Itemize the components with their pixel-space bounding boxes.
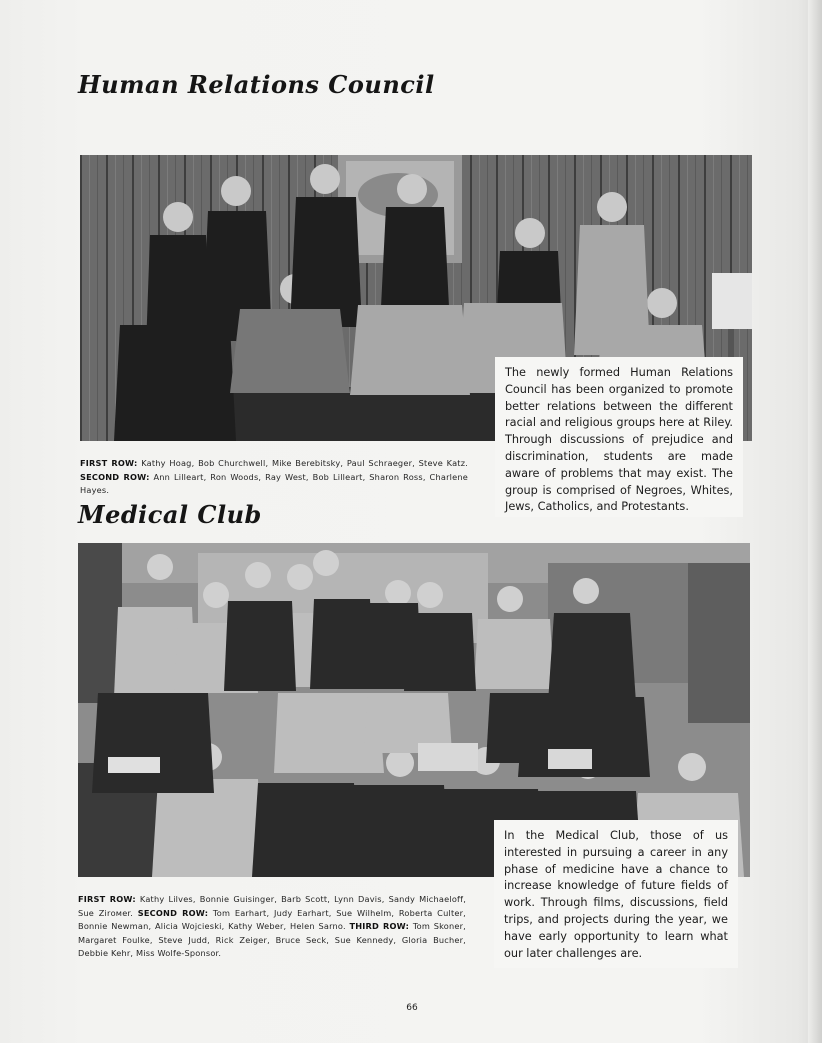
medical-club-description: In the Medical Club, those of us interested in pursuing a career in any phase of medicine have a chance to increase knowledge of future fields of work. Through films, discussions, field trips, and projects during the year, we have early opportunity to learn what our later challenges are.	[494, 820, 738, 968]
medical-club-title: Medical Club	[78, 500, 262, 529]
caption-names: Tom Earhart, Judy Earhart, Sue Wilhelm, Roberta Culter, Bonnie Newman, Alicia Wojcieski, Kathy Weber, Helen Sarno.	[78, 907, 466, 932]
caption-names: Kathy Lilves, Bonnie Guisinger, Barb Scott, Lynn Davis, Sandy Michaeloff, Sue Zirомer.	[78, 894, 466, 918]
caption-names: Kathy Hoag, Bob Churchwell, Mike Berebitsky, Paul Schraeger, Steve Katz.	[141, 458, 469, 468]
caption-row-label: FIRST ROW:	[80, 458, 138, 468]
page-spine-shadow	[808, 0, 822, 1043]
caption-row-label: THIRD ROW:	[349, 921, 410, 932]
medical-club-caption	[78, 893, 466, 961]
caption-row-label: SECOND ROW:	[80, 471, 150, 482]
human-relations-description: The newly formed Human Relations Council has been organized to promote better relations between the different racial and religious groups here at Riley. Through discussions of prejudice and discrimination, students are made aware of problems that may exist. The group is comprised of Negroes, Whites, Jews, Catholics, and Protestants.	[495, 357, 743, 517]
caption-row-label: FIRST ROW:	[78, 894, 136, 904]
caption-names: Tom Skoner, Margaret Foulke, Steve Judd, Rick Zeiger, Bruce Seck, Sue Kennedy, Gloria Bucher, Debbie Kehr, Miss Wolfe-Sponsor.	[78, 921, 466, 959]
page-number: 66	[406, 1003, 418, 1013]
human-relations-caption	[80, 457, 468, 498]
caption-row-label: SECOND ROW:	[137, 907, 209, 918]
human-relations-title: Human Relations Council	[78, 70, 435, 99]
caption-names: Ann Lilleart, Ron Woods, Ray West, Bob Lilleart, Sharon Ross, Charlene Hayes.	[80, 471, 468, 496]
